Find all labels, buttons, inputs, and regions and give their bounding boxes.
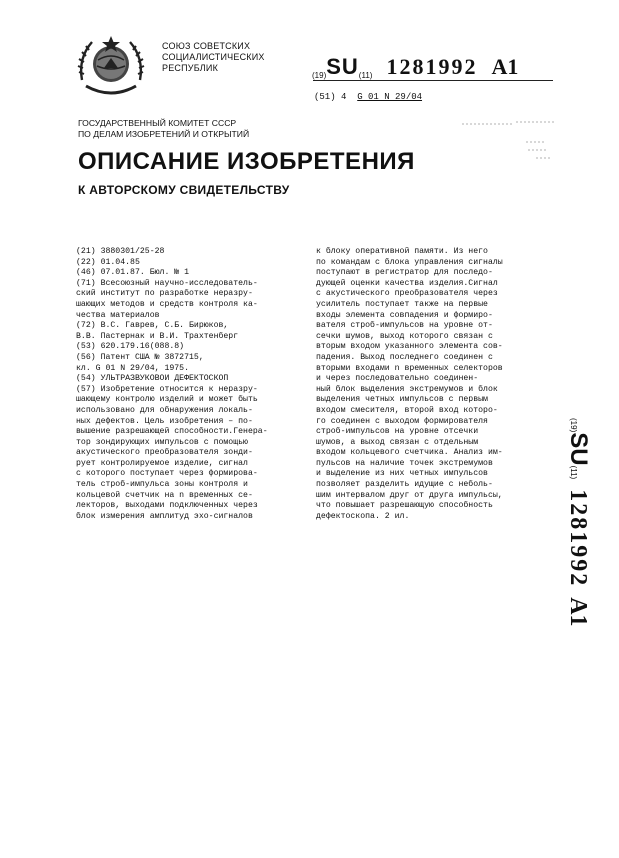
abstract-line: строб-импульсов на уровне отсечки	[316, 427, 479, 437]
abstract-line: с акустического преобразователя через	[316, 289, 498, 299]
abstract-line: и через последовательно соединен-	[316, 374, 479, 384]
org-line: СОЮЗ СОВЕТСКИХ	[162, 41, 251, 51]
abstract-line: акустического преобразователя зонди-	[76, 448, 253, 458]
abstract-line: вышение разрешающей способности.Генера-	[76, 427, 268, 437]
state-emblem	[72, 28, 150, 106]
biblio-line: В.В. Пастернак и В.И. Трахтенберг	[76, 331, 239, 341]
abstract-line: по командам с блока управления сигналы	[316, 257, 503, 267]
abstract-line: с которого поступает через формировa-	[76, 469, 258, 479]
abstract-line: (57) Изобретение относится к неразру-	[76, 384, 258, 394]
abstract-line: что повышает разрешающую способность	[316, 501, 493, 511]
abstract-line: вателя строб-импульсов на уровне от-	[316, 321, 493, 331]
abstract-line: рует контролируемое изделие, сигнал	[76, 458, 248, 468]
biblio-line: шающих методов и средств контроля ка-	[76, 299, 258, 309]
library-stamp	[456, 112, 566, 172]
org-name	[162, 41, 265, 74]
patent-kind: A1	[491, 54, 519, 79]
side-patent-number	[540, 418, 600, 708]
abstract-line: шим интервалом друг от друга импульсы,	[316, 490, 503, 500]
biblio-line: (53) 620.179.16(088.8)	[76, 342, 185, 352]
abstract-line: выделения четных импульсов с первым	[316, 395, 488, 405]
ipc-tag: (51) 4	[314, 92, 347, 102]
patent-number: 1281992	[386, 54, 478, 79]
org-line: СОЦИАЛИСТИЧЕСКИХ	[162, 52, 265, 62]
abstract-line: к блоку оперативной памяти. Из него	[316, 247, 488, 256]
abstract-line: тель строб-импульса зоны контроля и	[76, 480, 248, 490]
committee-line: ПО ДЕЛАМ ИЗОБРЕТЕНИЙ И ОТКРЫТИЙ	[78, 129, 250, 139]
abstract-line: шающему контролю изделий и может быть	[76, 395, 258, 405]
abstract-line: падения. Выход последнего соединен с	[316, 352, 493, 362]
side-country-code-tag: (19)	[569, 418, 578, 433]
biblio-line: (71) Всесоюзный научно-исследователь-	[76, 278, 258, 288]
biblio-line: (21) 3880301/25-28	[76, 247, 165, 256]
abstract-line: тор зондирующих импульсов с помощью	[76, 437, 248, 447]
biblio-line: (72) В.С. Гаврев, С.Б. Бирюков,	[76, 321, 229, 331]
biblio-line: ский институт по разработке неразру-	[76, 289, 253, 299]
number-tag: (11)	[358, 71, 373, 80]
document-title: ОПИСАНИЕ ИЗОБРЕТЕНИЯ	[78, 148, 415, 175]
abstract-line: ных дефектов. Цель изобретения – по-	[76, 416, 253, 426]
abstract-line: и выделение из них четных импульсов	[316, 469, 488, 479]
side-patent-kind: A1	[565, 597, 591, 627]
abstract-line: использовано для обнаружения локаль-	[76, 405, 253, 415]
biblio-line: (22) 01.04.85	[76, 257, 140, 267]
abstract-line: пульсов на наличие точек экстремумов	[316, 458, 493, 468]
org-line: РЕСПУБЛИК	[162, 63, 219, 73]
abstract-line: входом кольцевого счетчика. Анализ им-	[316, 448, 503, 458]
committee-name	[78, 118, 249, 140]
abstract-line: сечки шумов, выход которого связан с	[316, 331, 493, 341]
biblio-line: кл. G 01 N 29/04, 1975.	[76, 363, 190, 373]
ipc-code: G 01 N 29/04	[357, 92, 423, 102]
abstract-line: лекторов, выходами подключенных через	[76, 501, 258, 511]
biblio-line: (46) 07.01.87. Бюл. № 1	[76, 268, 190, 278]
biblio-line: (54) УЛЬТРАЗВУКОВОЙ ДЕФЕКТОСКОП	[76, 374, 229, 384]
ipc-classification	[314, 92, 422, 102]
side-number-tag: (11)	[569, 465, 578, 480]
biblio-line: чества материалов	[76, 310, 160, 320]
abstract-line: позволяет разделить идущие с неболь-	[316, 480, 493, 490]
header-rule	[313, 80, 553, 81]
abstract-line: поступают в регистратор для последо-	[316, 268, 493, 278]
abstract-line: кольцевой счетчик на n временных се-	[76, 490, 253, 500]
abstract-line: входом смесителя, второй вход которо-	[316, 405, 498, 415]
document-subtitle: К АВТОРСКОМУ СВИДЕТЕЛЬСТВУ	[78, 183, 290, 197]
abstract-line: дефектоскопа. 2 ил.	[316, 511, 410, 521]
committee-line: ГОСУДАРСТВЕННЫЙ КОМИТЕТ СССР	[78, 118, 237, 128]
biblio-line: (56) Патент США № 3872715,	[76, 352, 204, 362]
right-column	[316, 247, 542, 522]
side-country-code: SU	[565, 432, 592, 466]
abstract-line: го соединен с выходом формирователя	[316, 416, 488, 426]
abstract-line: вторым входом указанного элемента сов-	[316, 342, 503, 352]
patent-number-block	[312, 54, 518, 80]
side-patent-number-value: 1281992	[565, 489, 591, 588]
abstract-line: шумов, а выход связан с отдельным	[316, 437, 479, 447]
country-code: SU	[326, 54, 359, 79]
abstract-line: вторыми входами n временных селекторов	[316, 363, 503, 373]
country-code-tag: (19)	[312, 71, 327, 80]
abstract-line: дующей оценки качества изделия.Сигнал	[316, 278, 498, 288]
abstract-line: входы элемента совпадения и формиро-	[316, 310, 493, 320]
abstract-line: блок измерения амплитуд эхо-сигналов	[76, 511, 253, 521]
abstract-line: усилитель поступает также на первые	[316, 299, 488, 309]
abstract-line: ный блок выделения экстремумов и блок	[316, 384, 498, 394]
left-column	[76, 247, 306, 522]
